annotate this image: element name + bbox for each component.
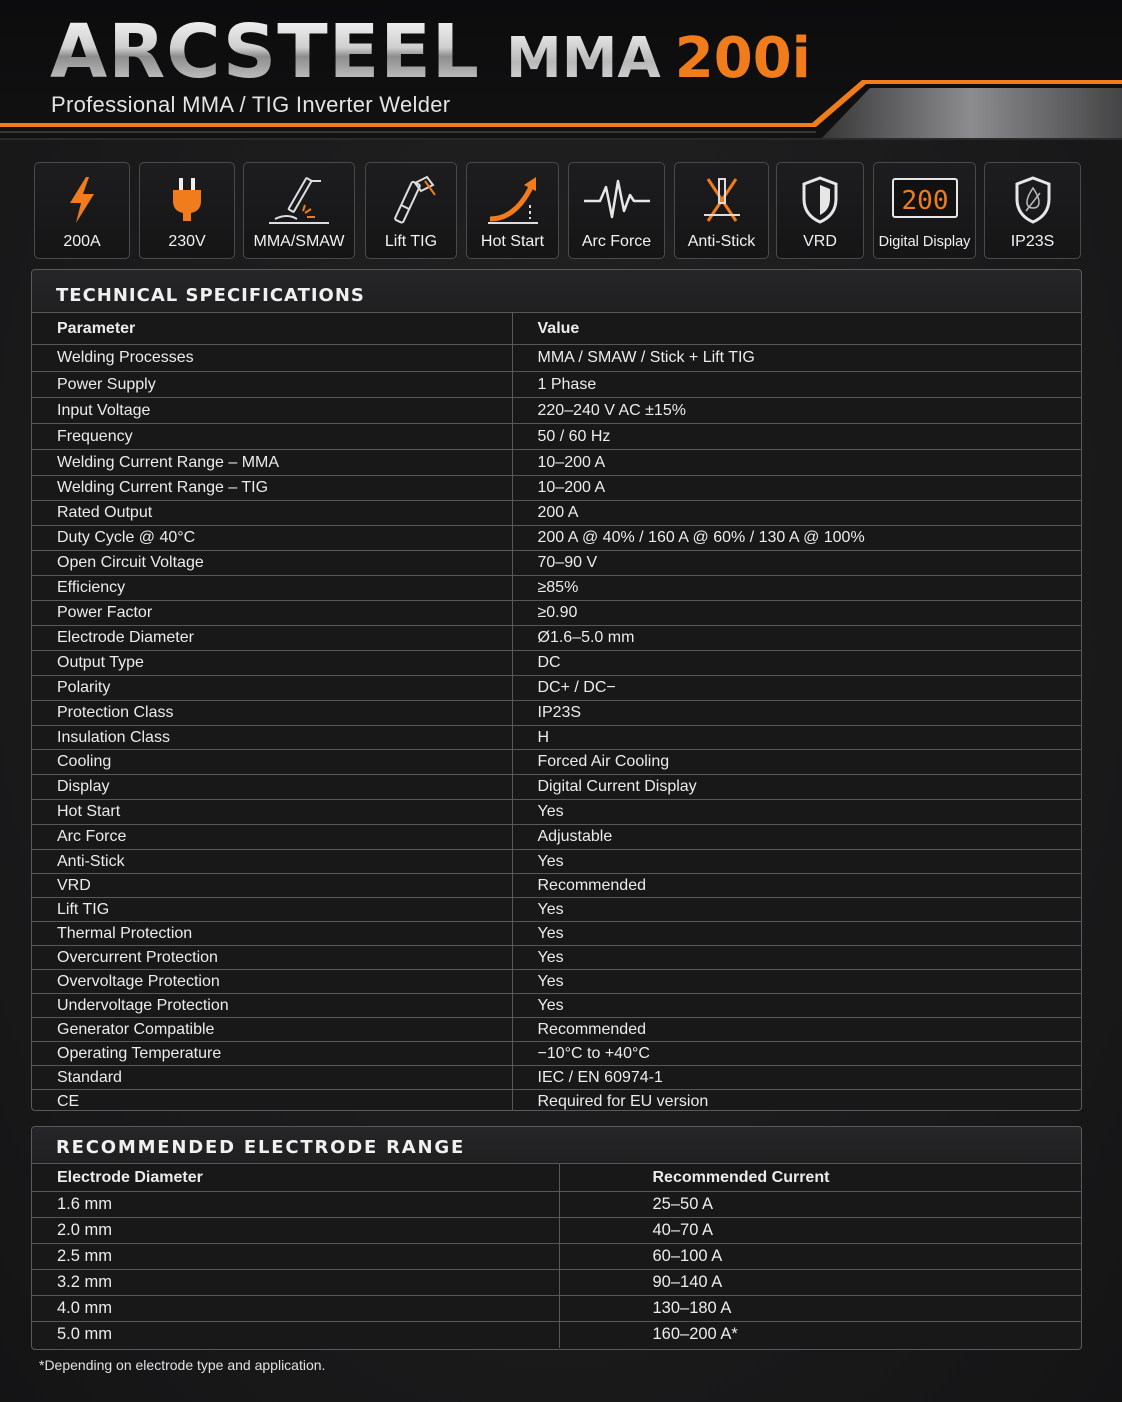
spec-parameter: Frequency: [32, 424, 512, 450]
electrode-diameter: 3.2 mm: [32, 1270, 559, 1296]
spec-row: [32, 701, 1081, 726]
spec-parameter: Welding Current Range – MMA: [32, 450, 512, 476]
spec-value: Recommended: [512, 1018, 1081, 1042]
spec-row: [32, 424, 1081, 450]
electrode-row: [32, 1296, 1081, 1322]
feature-label: Hot Start: [480, 233, 545, 250]
spec-row: [32, 970, 1081, 994]
spec-value: Forced Air Cooling: [512, 750, 1081, 775]
electrode-row: [32, 1270, 1081, 1296]
spec-row: [32, 994, 1081, 1018]
spec-parameter: Undervoltage Protection: [32, 994, 512, 1018]
spec-value: Ø1.6–5.0 mm: [512, 626, 1081, 651]
anti-stick-icon: [700, 175, 744, 225]
spec-value: 70–90 V: [512, 551, 1081, 576]
spec-value: MMA / SMAW / Stick + Lift TIG: [512, 345, 1081, 372]
electrode-diameter: 1.6 mm: [32, 1192, 559, 1218]
feature-ip23s: [984, 162, 1081, 259]
spec-value: Adjustable: [512, 825, 1081, 850]
spec-value: Yes: [512, 922, 1081, 946]
spec-table: [32, 312, 1081, 1111]
electrode-current: 40–70 A: [559, 1218, 1081, 1244]
spec-row: [32, 501, 1081, 526]
spec-value: −10°C to +40°C: [512, 1042, 1081, 1066]
feature-230v: [139, 162, 235, 259]
feature-label: Anti-Stick: [687, 233, 756, 250]
spec-value: 10–200 A: [512, 476, 1081, 501]
header-banner: [0, 0, 1122, 140]
ip-shield-icon: [1013, 175, 1053, 225]
feature-label: Lift TIG: [384, 233, 438, 250]
feature-200a: [34, 162, 130, 259]
spec-value: IP23S: [512, 701, 1081, 726]
spec-row: [32, 576, 1081, 601]
spec-parameter: Welding Processes: [32, 345, 512, 372]
product-subtitle: Professional MMA / TIG Inverter Welder: [51, 92, 451, 117]
spec-header-parameter: Parameter: [32, 313, 512, 345]
feature-label: IP23S: [1010, 233, 1055, 250]
footnote: *Depending on electrode type and application.: [39, 1357, 326, 1373]
spec-parameter: Thermal Protection: [32, 922, 512, 946]
spec-parameter: Efficiency: [32, 576, 512, 601]
spec-parameter: Arc Force: [32, 825, 512, 850]
spec-value: Yes: [512, 946, 1081, 970]
electrode-diameter: 2.5 mm: [32, 1244, 559, 1270]
spec-parameter: Output Type: [32, 651, 512, 676]
stick-electrode-icon: [267, 175, 331, 227]
spec-row: [32, 651, 1081, 676]
spec-parameter: Duty Cycle @ 40°C: [32, 526, 512, 551]
feature-label: Arc Force: [581, 233, 652, 250]
spec-row: [32, 898, 1081, 922]
spec-parameter: Anti-Stick: [32, 850, 512, 874]
spec-parameter: Operating Temperature: [32, 1042, 512, 1066]
feature-mma-smaw: [243, 162, 355, 259]
feature-label: 200A: [63, 233, 101, 250]
spec-parameter: Protection Class: [32, 701, 512, 726]
display-digits: 200: [901, 186, 948, 216]
electrode-row: [32, 1192, 1081, 1218]
electrode-panel: [31, 1126, 1082, 1350]
electrode-current: 25–50 A: [559, 1192, 1081, 1218]
spec-parameter: Overvoltage Protection: [32, 970, 512, 994]
digital-display-icon: [891, 175, 959, 221]
spec-row: [32, 450, 1081, 476]
spec-row: [32, 922, 1081, 946]
feature-vrd: [776, 162, 864, 259]
spec-value: 1 Phase: [512, 372, 1081, 398]
feature-icon-row: [34, 162, 1081, 259]
brand-lockup: [50, 8, 811, 95]
spec-row: [32, 551, 1081, 576]
electrode-current: 90–140 A: [559, 1270, 1081, 1296]
spec-row: [32, 726, 1081, 750]
spec-row: [32, 1066, 1081, 1090]
electrode-row: [32, 1218, 1081, 1244]
spec-row: [32, 398, 1081, 424]
spec-row: [32, 946, 1081, 970]
spec-value: Recommended: [512, 874, 1081, 898]
spec-row: [32, 750, 1081, 775]
electrode-current: 130–180 A: [559, 1296, 1081, 1322]
spec-row: [32, 626, 1081, 651]
feature-lift-tig: [365, 162, 457, 259]
spec-row: [32, 825, 1081, 850]
tig-torch-icon: [385, 175, 437, 229]
spec-body: [32, 345, 1081, 1112]
shield-icon: [800, 175, 840, 225]
spec-parameter: Rated Output: [32, 501, 512, 526]
spec-parameter: Polarity: [32, 676, 512, 701]
feature-label: 230V: [168, 233, 206, 250]
electrode-header-current: Recommended Current: [559, 1164, 1081, 1192]
spec-parameter: Power Factor: [32, 601, 512, 626]
spec-value: IEC / EN 60974-1: [512, 1066, 1081, 1090]
electrode-header-row: [32, 1164, 1081, 1192]
spec-parameter: Lift TIG: [32, 898, 512, 922]
feature-hot-start: [466, 162, 559, 259]
electrode-body: [32, 1192, 1081, 1348]
feature-anti-stick: [674, 162, 769, 259]
spec-header-row: [32, 313, 1081, 345]
spec-parameter: Electrode Diameter: [32, 626, 512, 651]
electrode-row: [32, 1244, 1081, 1270]
spec-value: H: [512, 726, 1081, 750]
spec-parameter: Display: [32, 775, 512, 800]
spec-parameter: Overcurrent Protection: [32, 946, 512, 970]
spec-title: TECHNICAL SPECIFICATIONS: [56, 285, 365, 306]
spec-row: [32, 372, 1081, 398]
spec-value: Yes: [512, 850, 1081, 874]
spec-value: Digital Current Display: [512, 775, 1081, 800]
spec-parameter: Open Circuit Voltage: [32, 551, 512, 576]
spec-row: [32, 850, 1081, 874]
spec-parameter: CE: [32, 1090, 512, 1112]
spec-value: ≥85%: [512, 576, 1081, 601]
electrode-diameter: 5.0 mm: [32, 1322, 559, 1348]
spec-row: [32, 1042, 1081, 1066]
spec-parameter: Standard: [32, 1066, 512, 1090]
spec-parameter: Insulation Class: [32, 726, 512, 750]
electrode-table: [32, 1163, 1081, 1348]
electrode-diameter: 2.0 mm: [32, 1218, 559, 1244]
spec-value: Yes: [512, 970, 1081, 994]
electrode-row: [32, 1322, 1081, 1348]
electrode-current: 160–200 A*: [559, 1322, 1081, 1348]
spec-parameter: Input Voltage: [32, 398, 512, 424]
spec-value: 10–200 A: [512, 450, 1081, 476]
spec-value: Required for EU version: [512, 1090, 1081, 1112]
spec-parameter: VRD: [32, 874, 512, 898]
spec-parameter: Power Supply: [32, 372, 512, 398]
spec-header-value: Value: [512, 313, 1081, 345]
feature-label: MMA/SMAW: [253, 233, 345, 250]
spec-value: 50 / 60 Hz: [512, 424, 1081, 450]
spec-value: DC: [512, 651, 1081, 676]
spec-value: DC+ / DC−: [512, 676, 1081, 701]
spec-row: [32, 1018, 1081, 1042]
electrode-current: 60–100 A: [559, 1244, 1081, 1270]
spec-parameter: Hot Start: [32, 800, 512, 825]
model-name: MMA: [505, 26, 661, 91]
spec-value: 200 A @ 40% / 160 A @ 60% / 130 A @ 100%: [512, 526, 1081, 551]
spec-row: [32, 775, 1081, 800]
spec-value: Yes: [512, 898, 1081, 922]
spec-row: [32, 800, 1081, 825]
spec-row: [32, 601, 1081, 626]
spec-value: 220–240 V AC ±15%: [512, 398, 1081, 424]
spec-value: ≥0.90: [512, 601, 1081, 626]
spec-value: 200 A: [512, 501, 1081, 526]
electrode-header-diameter: Electrode Diameter: [32, 1164, 559, 1192]
spec-parameter: Cooling: [32, 750, 512, 775]
spec-value: Yes: [512, 994, 1081, 1018]
feature-label: Digital Display: [878, 234, 971, 250]
spec-parameter: Generator Compatible: [32, 1018, 512, 1042]
spec-row: [32, 526, 1081, 551]
feature-label: VRD: [803, 233, 837, 250]
spec-row: [32, 345, 1081, 372]
power-plug-icon: [167, 175, 207, 225]
feature-arc-force: [568, 162, 665, 259]
model-number: 200i: [674, 26, 811, 91]
spec-value: Yes: [512, 800, 1081, 825]
electrode-diameter: 4.0 mm: [32, 1296, 559, 1322]
electrode-title: RECOMMENDED ELECTRODE RANGE: [56, 1137, 466, 1158]
feature-digital-display: [873, 162, 976, 259]
spec-parameter: Welding Current Range – TIG: [32, 476, 512, 501]
brand-name: ARCSTEEL: [50, 9, 480, 95]
spec-row: [32, 676, 1081, 701]
lightning-bolt-icon: [62, 175, 102, 225]
spec-row: [32, 476, 1081, 501]
arc-wave-icon: [582, 175, 652, 225]
rising-arrow-icon: [486, 175, 540, 227]
spec-panel: [31, 269, 1082, 1111]
spec-row: [32, 1090, 1081, 1112]
spec-row: [32, 874, 1081, 898]
